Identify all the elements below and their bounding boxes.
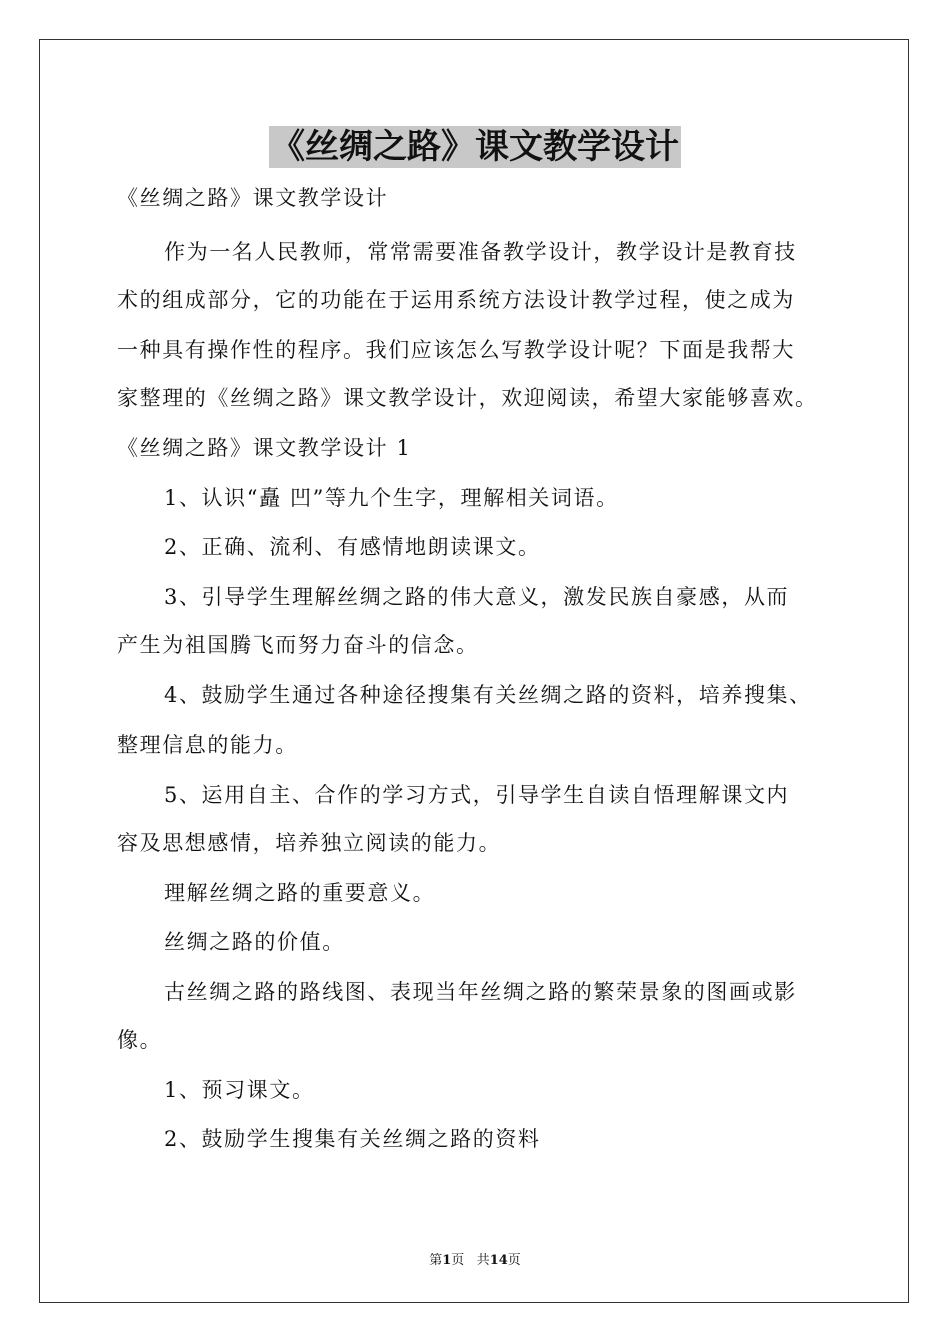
paragraph-line: 5、运用自主、合作的学习方式，引导学生自读自悟理解课文内 [164,783,790,807]
footer-total-suffix: 页 [507,1253,521,1268]
paragraph-line: 1、认识“矗 凹”等九个生字，理解相关词语。 [164,486,619,510]
paragraph-line: 理解丝绸之路的重要意义。 [164,881,436,905]
paragraph-line: 《丝绸之路》课文教学设计 1 [117,436,412,460]
paragraph-line: 产生为祖国腾飞而努力奋斗的信念。 [117,633,479,657]
paragraph-line: 术的组成部分，它的功能在于运用系统方法设计教学过程，使之成为 [117,288,795,312]
page-border [39,39,909,1303]
paragraph-line: 2、正确、流利、有感情地朗读课文。 [164,535,541,559]
footer-total-prefix: 共 [476,1253,490,1268]
paragraph-line: 丝绸之路的价值。 [164,930,345,954]
title-area [0,126,950,168]
footer-total-pages: 14 [489,1253,508,1268]
paragraph-line: 3、引导学生理解丝绸之路的伟大意义，激发民族自豪感，从而 [164,585,790,609]
paragraph-line: 家整理的《丝绸之路》课文教学设计，欢迎阅读，希望大家能够喜欢。 [117,386,818,410]
paragraph-line: 一种具有操作性的程序。我们应该怎么写教学设计呢？下面是我帮大 [117,338,795,362]
document-title: 《丝绸之路》课文教学设计 [271,127,679,167]
paragraph-line: 作为一名人民教师，常常需要准备教学设计，教学设计是教育技 [164,240,797,264]
footer-page-number: 1 [442,1253,452,1268]
footer-page-prefix: 第 [429,1253,443,1268]
paragraph-line: 古丝绸之路的路线图、表现当年丝绸之路的繁荣景象的图画或影 [164,980,797,1004]
paragraph-line: 1、预习课文。 [164,1078,315,1102]
paragraph-line: 2、鼓励学生搜集有关丝绸之路的资料 [164,1127,541,1151]
paragraph-line: 容及思想感情，培养独立阅读的能力。 [117,831,502,855]
paragraph-line: 《丝绸之路》课文教学设计 [117,186,389,210]
paragraph-line: 整理信息的能力。 [117,733,298,757]
page-footer [0,1249,950,1268]
paragraph-line: 4、鼓励学生通过各种途径搜集有关丝绸之路的资料，培养搜集、 [164,683,812,707]
footer-page-suffix: 页 [451,1253,465,1268]
paragraph-line: 像。 [117,1028,163,1052]
